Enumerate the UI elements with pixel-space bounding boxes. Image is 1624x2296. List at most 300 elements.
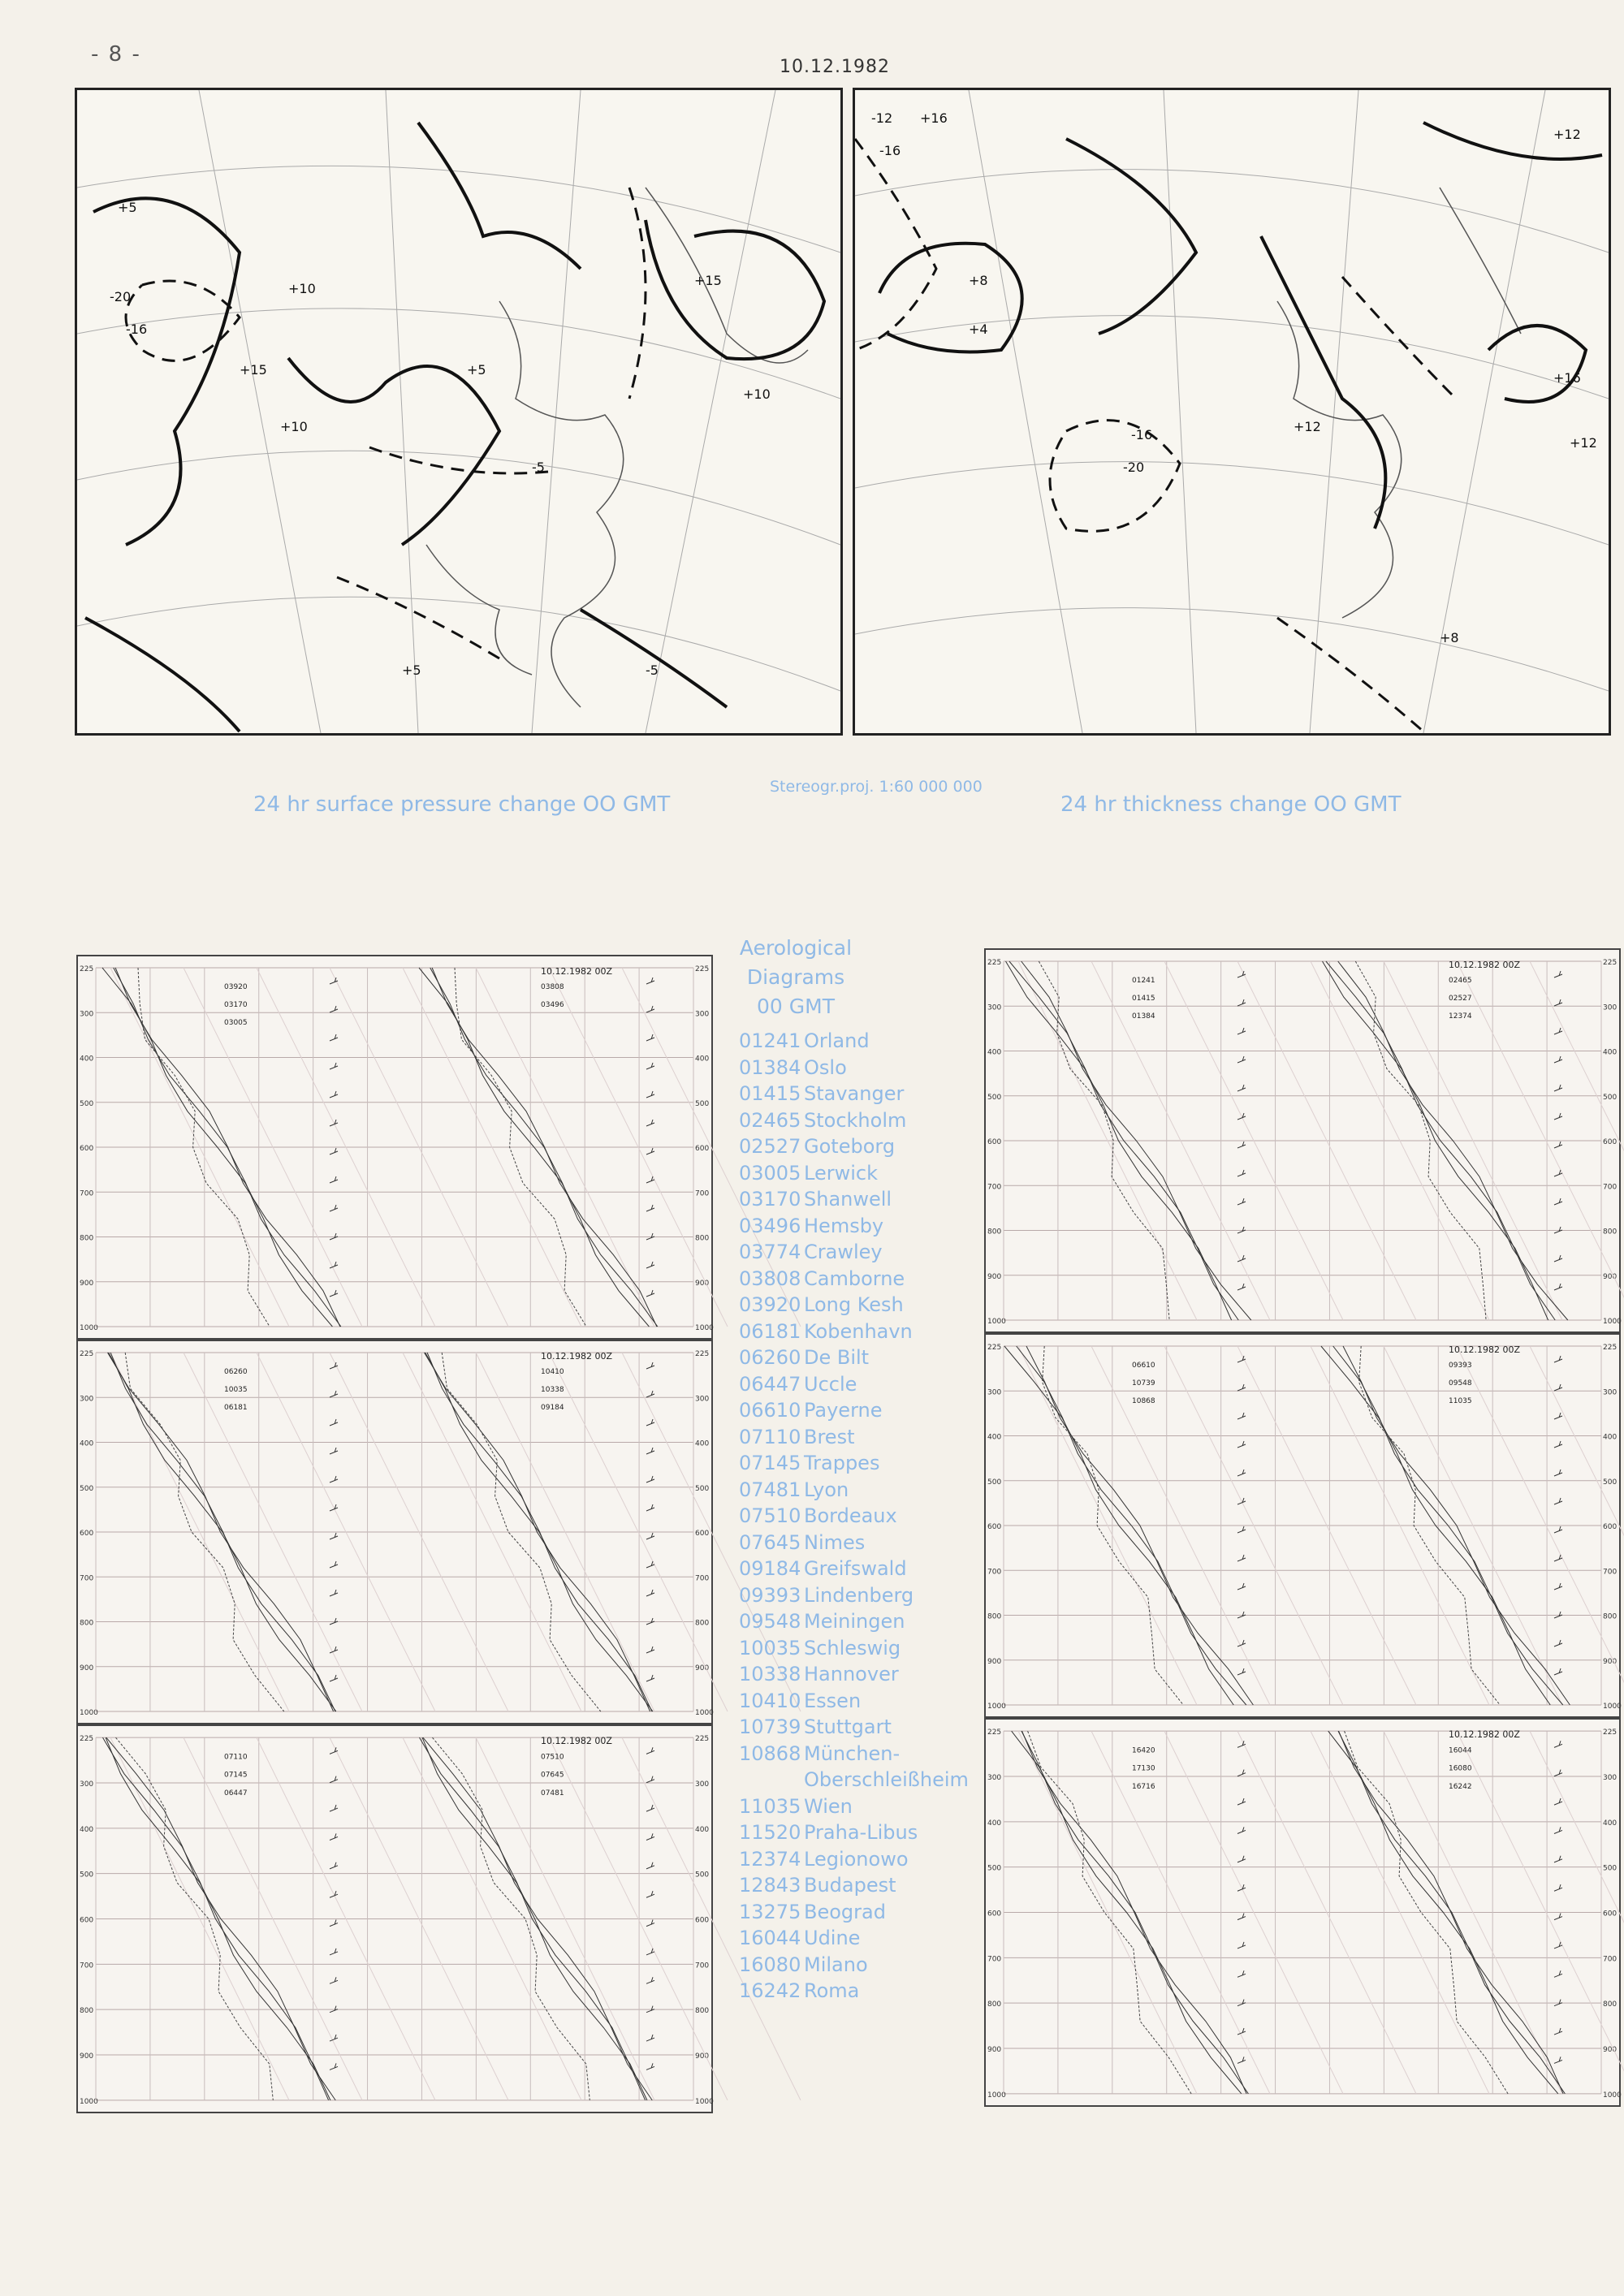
- station-row: [739, 1213, 969, 1240]
- station-code: 10739: [739, 1716, 801, 1738]
- wind-barb: [1237, 1555, 1246, 1561]
- diagram-station-code: 01384: [1132, 1012, 1155, 1021]
- surface-pressure-change-map: [75, 88, 843, 736]
- station-row: [739, 1239, 969, 1266]
- pressure-label: 400: [695, 1055, 710, 1064]
- station-code: 16242: [739, 1979, 801, 2002]
- wind-barb: [646, 2063, 654, 2069]
- pressure-label: 600: [987, 1523, 1002, 1531]
- pressure-label: 1000: [987, 2091, 1006, 2100]
- wind-barb: [330, 1833, 338, 1840]
- pressure-label: 225: [987, 959, 1002, 967]
- wind-barb: [1554, 2056, 1562, 2063]
- station-code: 06260: [739, 1346, 801, 1369]
- station-code: 03170: [739, 1188, 801, 1211]
- station-name: Roma: [804, 1979, 860, 2002]
- station-name: Essen: [804, 1689, 862, 1712]
- wind-barb: [330, 2063, 338, 2069]
- wind-barb: [1554, 1856, 1562, 1862]
- wind-barb: [646, 1675, 654, 1681]
- station-row: [739, 1635, 969, 1662]
- wind-barb: [1554, 1741, 1562, 1747]
- diagram-station-code: 11035: [1449, 1397, 1472, 1405]
- svg-text:+15: +15: [694, 273, 722, 288]
- station-name: Camborne: [804, 1267, 905, 1290]
- diagram-header: 10.12.1982 00Z: [541, 966, 613, 977]
- station-name: Payerne: [804, 1399, 883, 1422]
- wind-barb: [330, 1977, 338, 1983]
- pressure-label: 500: [80, 1484, 94, 1493]
- station-name: Stavanger: [804, 1082, 905, 1105]
- diagram-station-code: 16716: [1132, 1782, 1155, 1791]
- station-row: [739, 1767, 969, 1793]
- station-list: [739, 1028, 969, 2005]
- wind-barb: [646, 1391, 654, 1397]
- pressure-label: 900: [1603, 1657, 1618, 1666]
- svg-text:+8: +8: [1440, 630, 1459, 645]
- pressure-label: 400: [987, 1048, 1002, 1057]
- wind-barb: [646, 1476, 654, 1482]
- wind-barb: [646, 1034, 654, 1041]
- station-code: [739, 1767, 804, 1793]
- pressure-label: 800: [987, 1228, 1002, 1236]
- pressure-label: 800: [1603, 1228, 1618, 1236]
- diagram-station-code: 02527: [1449, 995, 1472, 1003]
- wind-barb: [1554, 1470, 1562, 1476]
- wind-barb: [1554, 1798, 1562, 1805]
- pressure-label: 700: [987, 1568, 1002, 1577]
- pressure-label: 600: [987, 1910, 1002, 1918]
- svg-text:+12: +12: [1570, 435, 1597, 451]
- svg-text:+5: +5: [467, 362, 486, 378]
- station-name: Goteborg: [804, 1135, 896, 1158]
- pressure-label: 600: [80, 1530, 94, 1538]
- station-code: 03920: [739, 1293, 801, 1316]
- pressure-label: 600: [987, 1138, 1002, 1146]
- diagram-station-code: 06260: [224, 1368, 248, 1376]
- wind-barb: [1554, 1441, 1562, 1448]
- svg-text:+12: +12: [1553, 127, 1581, 142]
- station-row: [739, 1133, 969, 1160]
- wind-barb: [330, 1176, 338, 1183]
- diagram-station-code: 16242: [1449, 1782, 1472, 1791]
- diagram-station-code: 02465: [1449, 977, 1472, 985]
- station-code: 01384: [739, 1055, 801, 1079]
- aerological-diagram-drawing: [986, 1335, 1622, 1716]
- wind-barb: [1554, 1142, 1562, 1148]
- station-name: Nimes: [804, 1530, 866, 1554]
- wind-barb: [1237, 1770, 1246, 1776]
- wind-barb: [1554, 1113, 1562, 1120]
- wind-barb: [1237, 1914, 1246, 1920]
- pressure-label: 225: [987, 1344, 1002, 1352]
- station-code: 03808: [739, 1267, 801, 1290]
- pressure-label: 600: [695, 1916, 710, 1925]
- wind-barb: [330, 1391, 338, 1397]
- aerological-diagram-drawing: [78, 1726, 714, 2112]
- station-name: Oberschleißheim: [804, 1768, 969, 1791]
- wind-barb: [1554, 1583, 1562, 1590]
- diagram-station-code: 03808: [541, 983, 564, 991]
- diagram-station-code: 09548: [1449, 1379, 1472, 1388]
- pressure-label: 1000: [695, 2097, 714, 2106]
- pressure-label: 900: [695, 1664, 710, 1672]
- station-name: Praha-Libus: [804, 1821, 918, 1844]
- svg-text:+10: +10: [743, 386, 771, 402]
- svg-text:-16: -16: [1131, 427, 1153, 442]
- station-code: 07510: [739, 1504, 801, 1527]
- svg-text:-16: -16: [879, 143, 901, 158]
- diagram-station-code: 16080: [1449, 1764, 1472, 1773]
- wind-barb: [1554, 1668, 1562, 1675]
- svg-text:+5: +5: [402, 662, 421, 678]
- aerological-diagram-drawing: [78, 1341, 714, 1723]
- wind-barb: [646, 2035, 654, 2041]
- diagram-station-code: 06610: [1132, 1362, 1155, 1370]
- pressure-label: 225: [987, 1728, 1002, 1737]
- pressure-label: 600: [695, 1530, 710, 1538]
- pressure-label: 300: [987, 1388, 1002, 1397]
- station-row: [739, 1582, 969, 1609]
- aerological-diagram-left-top: [76, 955, 713, 1340]
- station-row: [739, 1714, 969, 1741]
- station-name: Shanwell: [804, 1188, 892, 1211]
- wind-barb: [646, 1977, 654, 1983]
- pressure-label: 700: [695, 1189, 710, 1198]
- pressure-label: 225: [695, 1735, 710, 1744]
- wind-barb: [1554, 1498, 1562, 1504]
- pressure-label: 900: [987, 2046, 1002, 2055]
- pressure-label: 300: [1603, 1388, 1618, 1397]
- station-name: Beograd: [804, 1900, 886, 1923]
- wind-barb: [1554, 2028, 1562, 2035]
- diagram-station-code: 03170: [224, 1001, 248, 1009]
- wind-barb: [1237, 2056, 1246, 2063]
- pressure-label: 1000: [987, 1318, 1006, 1326]
- wind-barb: [1237, 1942, 1246, 1949]
- pressure-label: 225: [1603, 959, 1618, 967]
- station-code: 01415: [739, 1082, 801, 1105]
- pressure-label: 1000: [1603, 1703, 1622, 1711]
- pressure-label: 600: [1603, 1138, 1618, 1146]
- station-code: 07145: [739, 1452, 801, 1474]
- station-row: [739, 1925, 969, 1952]
- wind-barb: [1237, 1640, 1246, 1646]
- aerological-diagram-right-mid: [984, 1333, 1621, 1718]
- pressure-label: 500: [80, 1099, 94, 1108]
- pressure-label: 300: [80, 1395, 94, 1404]
- wind-barb: [646, 1262, 654, 1268]
- wind-barb: [330, 1205, 338, 1211]
- wind-barb: [330, 1776, 338, 1783]
- pressure-label: 400: [987, 1819, 1002, 1828]
- station-code: 03005: [739, 1161, 801, 1185]
- diagram-station-code: 06447: [224, 1789, 248, 1798]
- page-number: - 8 -: [91, 42, 141, 67]
- diagram-station-code: 03496: [541, 1001, 564, 1009]
- wind-barb: [1237, 1384, 1246, 1391]
- pressure-label: 700: [695, 1962, 710, 1970]
- pressure-label: 225: [1603, 1728, 1618, 1737]
- wind-barb: [646, 1891, 654, 1897]
- wind-barb: [1237, 1198, 1246, 1205]
- wind-barb: [1237, 1856, 1246, 1862]
- wind-barb: [646, 1006, 654, 1012]
- pressure-label: 1000: [80, 1709, 98, 1717]
- pressure-label: 900: [80, 1664, 94, 1672]
- wind-barb: [646, 1120, 654, 1126]
- station-code: 10410: [739, 1689, 801, 1712]
- diagram-station-code: 10035: [224, 1386, 248, 1394]
- diagram-header: 10.12.1982 00Z: [541, 1736, 612, 1747]
- wind-barb: [646, 978, 654, 984]
- pressure-label: 800: [80, 2007, 94, 2016]
- station-name: Orland: [804, 1029, 870, 1052]
- pressure-label: 500: [695, 1099, 710, 1108]
- pressure-label: 900: [1603, 2046, 1618, 2055]
- wind-barb: [1237, 1526, 1246, 1533]
- pressure-label: 400: [1603, 1048, 1618, 1057]
- pressure-label: 500: [1603, 1864, 1618, 1873]
- wind-barb: [1554, 1526, 1562, 1533]
- pressure-label: 800: [1603, 2000, 1618, 2009]
- pressure-label: 400: [80, 1439, 94, 1448]
- diagram-station-code: 10410: [541, 1368, 564, 1376]
- pressure-label: 500: [987, 1478, 1002, 1487]
- thickness-change-map: [853, 88, 1611, 736]
- station-name: Stockholm: [804, 1108, 907, 1132]
- station-row: [739, 1978, 969, 2005]
- wind-barb: [646, 1646, 654, 1653]
- wind-barb: [646, 1148, 654, 1154]
- wind-barb: [1554, 1413, 1562, 1419]
- svg-text:+16: +16: [1553, 370, 1581, 386]
- diagram-header: 10.12.1982 00Z: [541, 1351, 613, 1362]
- wind-barb: [1237, 1255, 1246, 1262]
- wind-barb: [1554, 1914, 1562, 1920]
- pressure-label: 700: [1603, 1955, 1618, 1964]
- station-code: 02527: [739, 1135, 801, 1158]
- pressure-label: 300: [1603, 1003, 1618, 1012]
- svg-text:+5: +5: [118, 200, 137, 215]
- aerological-title: [715, 934, 877, 1021]
- station-code: 09184: [739, 1557, 801, 1580]
- wind-barb: [1237, 1798, 1246, 1805]
- diagram-station-code: 07510: [541, 1753, 564, 1762]
- wind-barb: [646, 1920, 654, 1927]
- wind-barb: [330, 1148, 338, 1154]
- pressure-label: 500: [695, 1871, 710, 1880]
- pressure-label: 600: [695, 1145, 710, 1153]
- wind-barb: [646, 1862, 654, 1869]
- station-row: [739, 1450, 969, 1477]
- wind-barb: [1237, 1142, 1246, 1148]
- svg-text:+8: +8: [969, 273, 988, 288]
- wind-barb: [1554, 1640, 1562, 1646]
- station-name: De Bilt: [804, 1346, 870, 1369]
- pressure-label: 500: [1603, 1093, 1618, 1102]
- aerological-diagram-left-bot: [76, 1724, 713, 2113]
- station-code: 07110: [739, 1425, 801, 1448]
- pressure-label: 1000: [1603, 1318, 1622, 1326]
- wind-barb: [330, 1063, 338, 1069]
- pressure-label: 300: [987, 1773, 1002, 1783]
- pressure-label: 400: [987, 1433, 1002, 1442]
- aerological-title-line2: Diagrams: [746, 965, 845, 989]
- diagram-station-code: 07481: [541, 1789, 564, 1798]
- station-code: 09393: [739, 1583, 801, 1607]
- station-row: [739, 1503, 969, 1530]
- station-code: 12374: [739, 1847, 801, 1871]
- svg-text:-5: -5: [532, 460, 545, 475]
- diagram-station-code: 06181: [224, 1404, 248, 1412]
- diagram-station-code: 10739: [1132, 1379, 1155, 1388]
- station-row: [739, 1872, 969, 1899]
- station-name: Budapest: [804, 1874, 896, 1897]
- pressure-label: 500: [80, 1871, 94, 1880]
- pressure-label: 1000: [987, 1703, 1006, 1711]
- wind-barb: [1554, 1255, 1562, 1262]
- station-code: 02465: [739, 1108, 801, 1132]
- station-row: [739, 1530, 969, 1556]
- wind-barb: [646, 1533, 654, 1539]
- station-code: 07645: [739, 1530, 801, 1554]
- wind-barb: [330, 1476, 338, 1482]
- pressure-label: 900: [80, 1279, 94, 1288]
- station-name: München-: [804, 1741, 901, 1765]
- diagram-station-code: 09393: [1449, 1362, 1472, 1370]
- pressure-label: 500: [695, 1484, 710, 1493]
- wind-barb: [330, 1034, 338, 1041]
- wind-barb: [1237, 1284, 1246, 1290]
- wind-barb: [330, 1862, 338, 1869]
- svg-text:+10: +10: [288, 281, 316, 296]
- pressure-label: 225: [695, 1350, 710, 1358]
- svg-text:+15: +15: [240, 362, 267, 378]
- pressure-label: 800: [80, 1234, 94, 1243]
- pressure-label: 700: [695, 1574, 710, 1583]
- surface-pressure-map-drawing: [77, 90, 840, 733]
- pressure-label: 300: [695, 1780, 710, 1789]
- pressure-label: 300: [987, 1003, 1002, 1012]
- wind-barb: [646, 1205, 654, 1211]
- pressure-label: 600: [80, 1916, 94, 1925]
- diagram-station-code: 09184: [541, 1404, 564, 1412]
- aerological-diagram-drawing: [986, 950, 1622, 1331]
- pressure-label: 300: [80, 1780, 94, 1789]
- station-row: [739, 1371, 969, 1398]
- station-row: [739, 1556, 969, 1582]
- station-name: Oslo: [804, 1055, 847, 1079]
- wind-barb: [1237, 1441, 1246, 1448]
- station-name: Wien: [804, 1794, 853, 1818]
- left-map-caption: 24 hr surface pressure change OO GMT: [253, 792, 671, 817]
- station-name: Schleswig: [804, 1636, 901, 1659]
- diagram-station-code: 07645: [541, 1771, 564, 1780]
- station-row: [739, 1952, 969, 1979]
- wind-barb: [1554, 1884, 1562, 1891]
- svg-text:-12: -12: [871, 110, 893, 126]
- station-code: 03496: [739, 1214, 801, 1237]
- pressure-label: 300: [695, 1395, 710, 1404]
- station-name: Udine: [804, 1927, 861, 1949]
- wind-barb: [646, 1805, 654, 1811]
- station-name: Greifswald: [804, 1557, 907, 1580]
- wind-barb: [646, 1776, 654, 1783]
- station-name: Bordeaux: [804, 1504, 897, 1527]
- wind-barb: [646, 1091, 654, 1098]
- wind-barb: [1237, 1470, 1246, 1476]
- station-name: Trappes: [804, 1452, 880, 1474]
- wind-barb: [1237, 1170, 1246, 1176]
- svg-text:-20: -20: [110, 289, 132, 304]
- station-code: 03774: [739, 1241, 801, 1263]
- station-name: Lyon: [804, 1478, 849, 1501]
- pressure-label: 225: [80, 1735, 94, 1744]
- wind-barb: [330, 1533, 338, 1539]
- wind-barb: [646, 1290, 654, 1297]
- wind-barb: [330, 1646, 338, 1653]
- page-date: 10.12.1982: [780, 57, 890, 77]
- wind-barb: [1237, 2028, 1246, 2035]
- pressure-label: 400: [80, 1825, 94, 1834]
- pressure-label: 700: [1603, 1568, 1618, 1577]
- station-row: [739, 1266, 969, 1293]
- diagram-station-code: 12374: [1449, 1012, 1472, 1021]
- station-name: Lerwick: [804, 1161, 878, 1185]
- pressure-label: 900: [987, 1657, 1002, 1666]
- pressure-label: 400: [1603, 1433, 1618, 1442]
- station-code: 16044: [739, 1927, 801, 1949]
- pressure-label: 225: [80, 965, 94, 973]
- wind-barb: [330, 1419, 338, 1426]
- svg-text:-5: -5: [646, 662, 659, 678]
- wind-barb: [1237, 1827, 1246, 1833]
- station-code: 10035: [739, 1636, 801, 1659]
- wind-barb: [646, 1448, 654, 1454]
- station-name: Uccle: [804, 1372, 857, 1396]
- pressure-label: 300: [80, 1010, 94, 1019]
- pressure-label: 400: [80, 1055, 94, 1064]
- station-code: 12843: [739, 1874, 801, 1897]
- pressure-label: 1000: [695, 1709, 714, 1717]
- station-row: [739, 1477, 969, 1504]
- pressure-label: 900: [695, 1279, 710, 1288]
- wind-barb: [1554, 1970, 1562, 1977]
- station-code: 10338: [739, 1663, 801, 1685]
- pressure-label: 600: [1603, 1910, 1618, 1918]
- pressure-label: 700: [987, 1183, 1002, 1192]
- station-name: Hannover: [804, 1663, 899, 1685]
- pressure-label: 225: [695, 965, 710, 973]
- wind-barb: [646, 1833, 654, 1840]
- pressure-label: 800: [695, 1234, 710, 1243]
- pressure-label: 800: [695, 1619, 710, 1628]
- pressure-label: 500: [1603, 1478, 1618, 1487]
- wind-barb: [1237, 1085, 1246, 1091]
- wind-barb: [1237, 1970, 1246, 1977]
- wind-barb: [646, 1504, 654, 1511]
- wind-barb: [1554, 1284, 1562, 1290]
- diagram-station-code: 01241: [1132, 977, 1155, 985]
- wind-barb: [1554, 999, 1562, 1006]
- pressure-label: 1000: [1603, 2091, 1622, 2100]
- wind-barb: [1554, 1028, 1562, 1034]
- pressure-label: 800: [987, 2000, 1002, 2009]
- wind-barb: [1237, 999, 1246, 1006]
- pressure-label: 800: [1603, 1612, 1618, 1621]
- station-row: [739, 1688, 969, 1715]
